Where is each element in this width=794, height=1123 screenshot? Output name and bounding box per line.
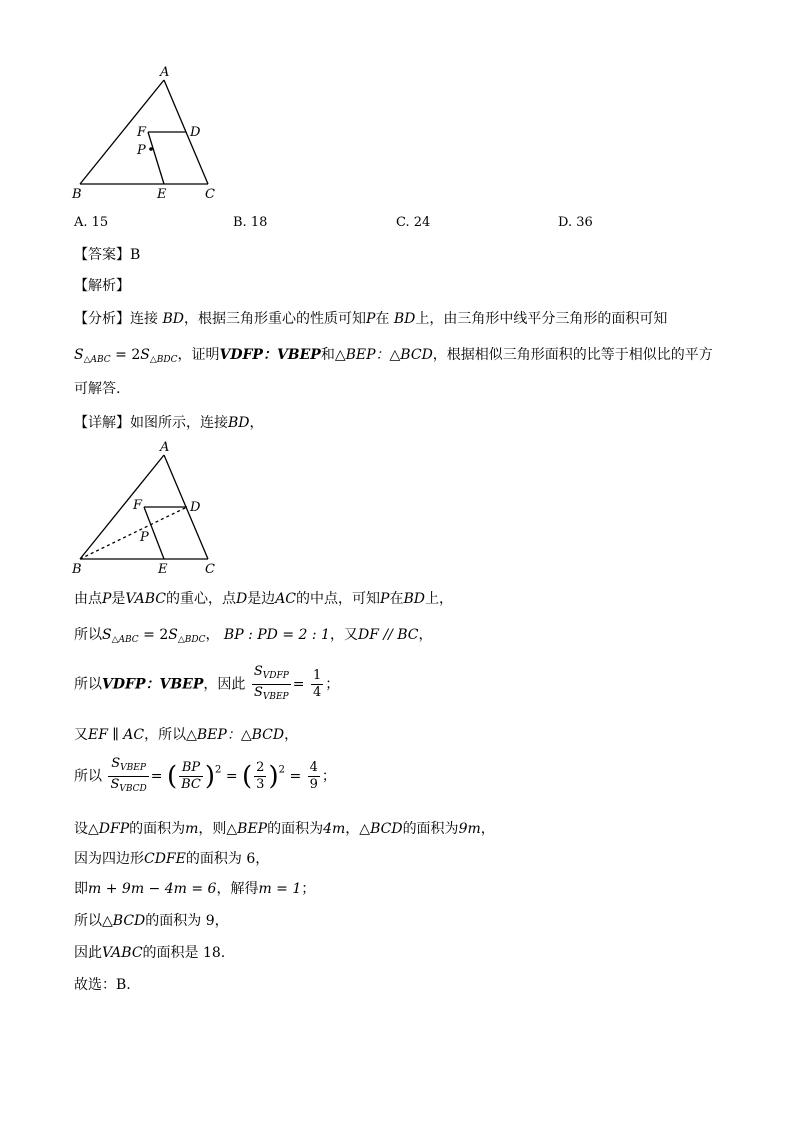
label-f: F (137, 125, 147, 140)
option-a: A. 15 (74, 215, 109, 230)
fenxi-line-3: 可解答. (74, 381, 121, 397)
text: 的重心，点 (165, 591, 236, 607)
text: 在 (375, 311, 390, 327)
math-4m: 4m (323, 821, 346, 837)
answer-value: B (130, 247, 141, 263)
solution-line-11: 故选：B. (74, 977, 131, 993)
label-b: B (72, 187, 82, 202)
option-b: B. 18 (233, 215, 268, 230)
text: ， (345, 821, 360, 837)
label-a: A (160, 440, 170, 455)
denominator: 4 (312, 685, 322, 700)
math-ac: AC (275, 591, 297, 607)
label-e: E (158, 562, 168, 577)
math-quadrilateral: CDFE (144, 851, 186, 867)
label-b: B (72, 562, 82, 577)
fraction-area-ratio-2 (108, 756, 148, 797)
label-a: A (160, 65, 170, 80)
solution-line-9 (74, 910, 229, 930)
math-triangle: △DFP (88, 821, 130, 837)
numerator: 4 (309, 760, 318, 775)
segment-fe (148, 132, 164, 184)
label-e: E (157, 187, 167, 202)
text: 如图所示，连接 (130, 415, 228, 431)
math-sub: △ABC (83, 355, 111, 365)
label-p: P (140, 530, 149, 545)
math-sim: △BEP：△BCD (334, 347, 433, 363)
solution-line-8 (74, 878, 315, 898)
math-s: S (253, 664, 263, 679)
label-p: P (137, 143, 146, 158)
math-bd: BD (162, 311, 184, 327)
segment-bd-dashed (80, 507, 187, 559)
math-eq: = 2 (110, 347, 141, 363)
math-s: S (168, 627, 178, 643)
fraction-four-ninths (308, 760, 320, 793)
math-sub: △BDC (177, 635, 206, 645)
math-eq: = (225, 768, 238, 785)
text: 因此 (74, 945, 102, 961)
text: ，又 (329, 627, 358, 643)
math-bd: BD (403, 591, 425, 607)
math-p: P (380, 591, 390, 607)
math-eq: = (150, 768, 163, 785)
text: ； (325, 676, 340, 693)
math-s: S (253, 685, 263, 700)
text: 所以 (74, 627, 102, 643)
numerator: 2 (256, 760, 265, 775)
math-eq: = (292, 676, 305, 693)
math-s: S (140, 347, 150, 363)
solution-line-10 (74, 942, 225, 962)
math-parallel: EF ∥ AC (88, 727, 145, 743)
solution-line-2 (74, 624, 433, 645)
text: 在 (389, 591, 404, 607)
math-9m: 9m (458, 821, 481, 837)
denominator: 9 (309, 777, 318, 792)
figure-2-triangle (60, 435, 230, 585)
math-bd: BD (228, 415, 250, 431)
math-sub: △BDC (149, 355, 178, 365)
math-abc: VABC (125, 591, 166, 607)
math-parallel: DF // BC (357, 627, 419, 643)
text: 和 (320, 347, 335, 363)
math-sub: VBEP (120, 763, 146, 773)
fraction-area-ratio-1 (252, 664, 291, 705)
label-c: C (205, 187, 215, 202)
text: 即 (74, 881, 88, 897)
math-sub: VBCD (119, 784, 147, 794)
fenxi-line-2 (74, 344, 713, 365)
denominator: BC (181, 777, 201, 792)
answer-tag: 【答案】 (74, 247, 130, 263)
text: 的面积是 18. (142, 945, 226, 961)
text: 设 (74, 821, 88, 837)
math-s: S (111, 756, 121, 771)
math-triangle: △BCD (102, 913, 146, 929)
math-sub: VBEP (262, 692, 289, 702)
fraction-one-quarter (311, 668, 323, 701)
exponent: 2 (215, 764, 222, 776)
figure-1-triangle (60, 60, 230, 210)
text: ； (301, 881, 316, 897)
math-ratio: BP : PD = 2 : 1 (223, 627, 330, 643)
math-solution: m = 1 (258, 881, 302, 897)
solution-line-1 (74, 588, 453, 608)
exponent: 2 (278, 764, 285, 776)
math-sim: VDFP：VBEP (102, 676, 204, 693)
text: 因为四边形 (74, 851, 144, 867)
text: 是 (111, 591, 126, 607)
text: ， (284, 727, 299, 743)
math-triangle: △BCD (359, 821, 403, 837)
text: 是边 (247, 591, 276, 607)
math-sub: VDFP (262, 671, 289, 681)
math-p: P (102, 591, 112, 607)
solution-line-5: 所以 $\frac{S_{VBEP}}{S_{VBCD}}$ = ( $\frac{BP}{BC}$ )$^2$ = ( $\frac{2}{3}$ )$^2$ = $\frac{4}{9}$ ； (74, 756, 336, 797)
text: 的面积为 6， (185, 851, 270, 867)
math-sim: VDFP：VBEP (219, 347, 321, 363)
math-sub: △ABC (111, 635, 139, 645)
fraction-bp-bc (179, 760, 203, 793)
text: ， (418, 627, 433, 643)
text: 连接 (130, 311, 158, 327)
text: ， (480, 821, 495, 837)
text: ，所以 (144, 727, 187, 743)
numerator: 1 (312, 668, 322, 683)
text: 的面积为 (402, 821, 459, 837)
solution-line-4 (74, 724, 298, 744)
text: 上，由三角形中线平分三角形的面积可知 (415, 311, 668, 327)
math-s: S (110, 777, 120, 792)
xiangjie-tag: 【详解】 (74, 415, 130, 431)
solution-line-3 (74, 664, 339, 705)
text: ，因此 (203, 676, 246, 693)
text: 的面积为 (129, 821, 186, 837)
math-eq: = (289, 768, 302, 785)
solution-line-7 (74, 848, 269, 868)
text: ，则 (198, 821, 227, 837)
fenxi-tag: 【分析】 (74, 311, 130, 327)
label-c: C (205, 562, 215, 577)
option-c: C. 24 (396, 215, 431, 230)
solution-line-6 (74, 818, 495, 838)
text: 的中点，可知 (296, 591, 381, 607)
text: ，解得 (216, 881, 259, 897)
math-eq: = 2 (138, 627, 169, 643)
label-f: F (133, 498, 143, 513)
analysis-tag: 【解析】 (74, 278, 130, 294)
denominator: 3 (256, 777, 265, 792)
text: ，根据三角形重心的性质可知 (183, 311, 366, 327)
text: 所以 (74, 768, 102, 785)
fraction-two-thirds (254, 760, 266, 793)
xiangjie-line (74, 412, 264, 432)
math-d: D (235, 591, 248, 607)
text: 上， (424, 591, 453, 607)
math-sim: △BEP：△BCD (186, 727, 285, 743)
math-s: S (102, 627, 112, 643)
math-p: P (365, 311, 376, 327)
text: ，根据相似三角形面积的比等于相似比的平方 (432, 347, 713, 363)
text: 的面积为 (267, 821, 324, 837)
answer-line (74, 244, 140, 264)
math-triangle: △BEP (226, 821, 268, 837)
text: 的面积为 9， (145, 913, 229, 929)
text: ； (321, 768, 336, 785)
fenxi-line-1 (74, 308, 667, 328)
label-d: D (190, 125, 201, 140)
math-triangle: VABC (102, 945, 143, 961)
text: 又 (74, 727, 88, 743)
text: ， (205, 627, 220, 643)
text: 由点 (74, 591, 102, 607)
point-p (149, 147, 153, 151)
text: 所以 (74, 913, 102, 929)
option-d: D. 36 (558, 215, 593, 230)
math-bd: BD (393, 311, 416, 327)
text: ， (249, 415, 264, 431)
text: ，证明 (177, 347, 220, 363)
math-m: m (185, 821, 199, 837)
text: 所以 (74, 676, 102, 693)
label-d: D (190, 500, 201, 515)
math-s: S (74, 347, 84, 363)
numerator: BP (179, 760, 203, 777)
math-equation: m + 9m − 4m = 6 (88, 881, 217, 897)
